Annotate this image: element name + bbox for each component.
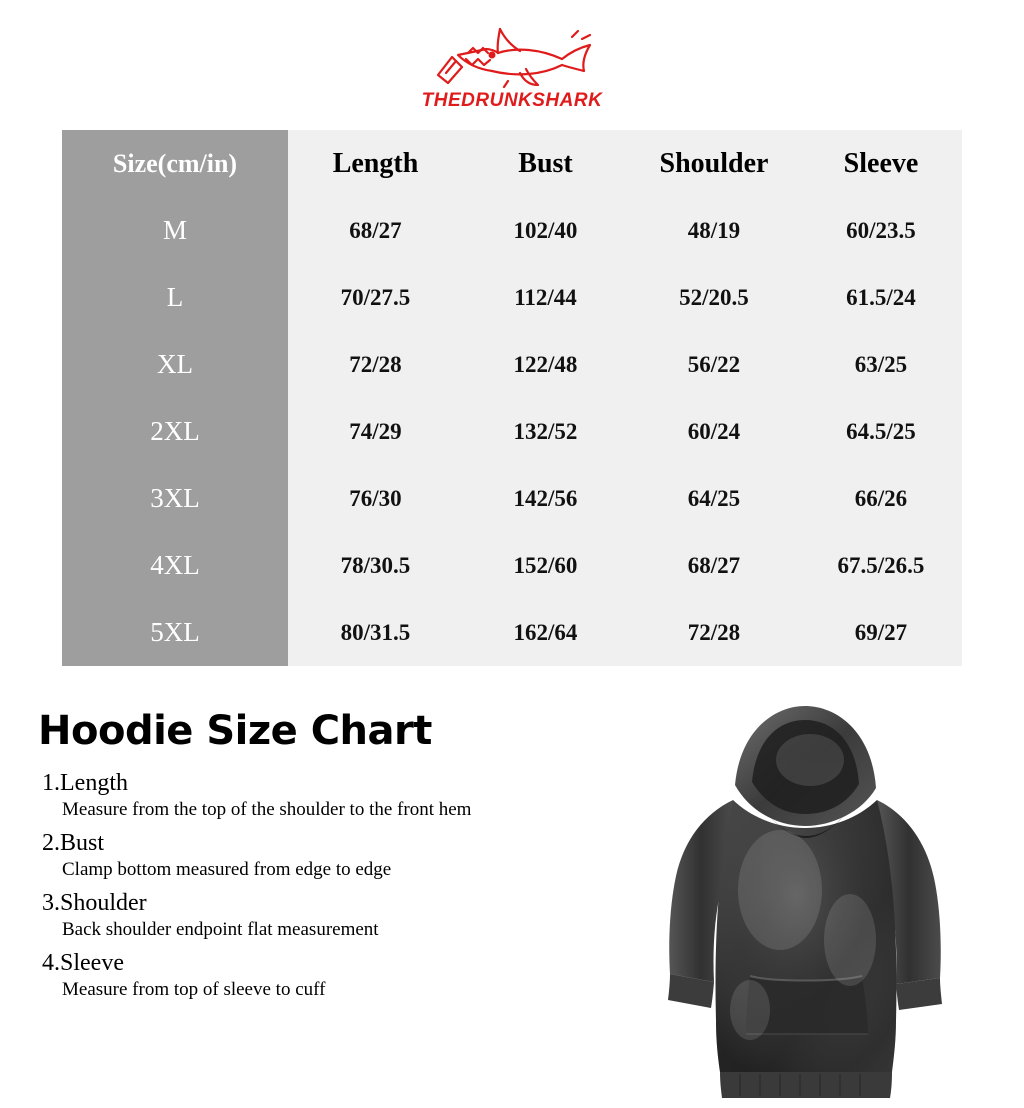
table-row [62, 398, 962, 465]
cell-bust: 102/40 [513, 217, 578, 243]
cell-size: 2XL [62, 398, 288, 465]
cell-shoulder: 56/22 [687, 351, 741, 377]
table-row [62, 197, 962, 264]
table-row [62, 331, 962, 398]
table-row [62, 465, 962, 532]
table-row [62, 599, 962, 666]
cell-bust: 122/48 [513, 351, 578, 377]
cell-size: M [62, 197, 288, 264]
note-item [42, 828, 562, 881]
note-title: 3.Shoulder [42, 890, 147, 916]
measurement-notes [42, 768, 562, 1008]
cell-length: 68/27 [349, 217, 402, 243]
cell-bust: 152/60 [513, 552, 578, 578]
note-desc: Measure from top of sleeve to cuff [62, 979, 326, 1000]
note-item [42, 768, 562, 821]
header-bust: Bust [518, 147, 573, 179]
table-header [62, 130, 962, 197]
table-row [62, 532, 962, 599]
note-title: 1.Length [42, 770, 128, 796]
cell-size: 5XL [62, 599, 288, 666]
cell-length: 72/28 [349, 351, 402, 377]
header-length: Length [332, 147, 419, 179]
cell-bust: 132/52 [513, 418, 578, 444]
cell-shoulder: 72/28 [687, 619, 741, 645]
note-desc: Measure from the top of the shoulder to the front hem [62, 799, 472, 820]
cell-sleeve: 63/25 [854, 351, 908, 377]
brand-name: THEDRUNKSHARK [421, 90, 603, 111]
cell-bust: 142/56 [513, 485, 578, 511]
hoodie-product-image [600, 690, 1000, 1103]
cell-size: 3XL [62, 465, 288, 532]
note-title: 4.Sleeve [42, 950, 124, 976]
note-desc: Clamp bottom measured from edge to edge [62, 859, 392, 880]
cell-shoulder: 52/20.5 [679, 284, 749, 310]
cell-size: L [62, 264, 288, 331]
cell-sleeve: 66/26 [854, 485, 908, 511]
brand-logo [0, 10, 1024, 115]
size-chart-table [62, 130, 962, 666]
page-title: Hoodie Size Chart [38, 708, 432, 754]
note-desc: Back shoulder endpoint flat measurement [62, 919, 379, 940]
note-title: 2.Bust [42, 830, 105, 856]
cell-sleeve: 64.5/25 [846, 418, 916, 444]
table-header-row [62, 130, 962, 197]
cell-bust: 162/64 [513, 619, 578, 645]
cell-sleeve: 67.5/26.5 [837, 552, 925, 578]
cell-length: 74/29 [349, 418, 402, 444]
cell-size: XL [62, 331, 288, 398]
cell-bust: 112/44 [514, 284, 577, 310]
cell-shoulder: 48/19 [687, 217, 741, 243]
table-row [62, 264, 962, 331]
cell-shoulder: 60/24 [687, 418, 741, 444]
cell-shoulder: 68/27 [687, 552, 741, 578]
header-sleeve: Sleeve [843, 147, 919, 179]
note-item [42, 948, 562, 1001]
cell-sleeve: 61.5/24 [846, 284, 916, 310]
cell-sleeve: 69/27 [854, 619, 908, 645]
cell-length: 76/30 [349, 485, 402, 511]
header-size: Size(cm/in) [62, 130, 288, 197]
cell-shoulder: 64/25 [687, 485, 741, 511]
cell-length: 70/27.5 [340, 284, 411, 310]
bottom-section [0, 690, 1024, 1103]
table-body [62, 197, 962, 666]
cell-size: 4XL [62, 532, 288, 599]
hoodie-illustration [600, 690, 1000, 1103]
header-shoulder: Shoulder [659, 147, 769, 179]
cell-sleeve: 60/23.5 [846, 217, 916, 243]
cell-length: 80/31.5 [340, 619, 411, 645]
cell-length: 78/30.5 [340, 552, 411, 578]
note-item [42, 888, 562, 941]
